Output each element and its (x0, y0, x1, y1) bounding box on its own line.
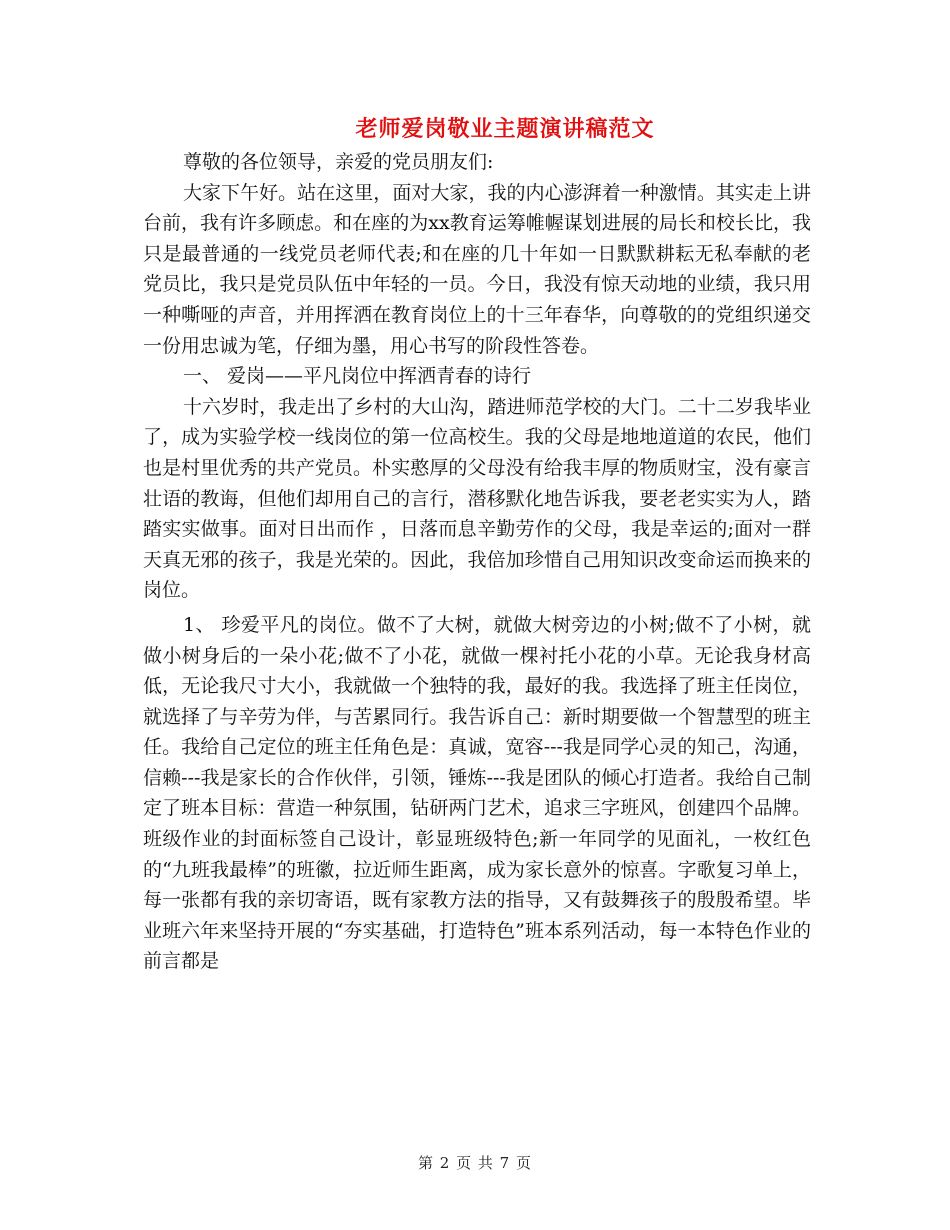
page-footer: 第 2 页 共 7 页 (418, 1154, 532, 1172)
document-title: 老师爱岗敬业主题演讲稿范文 (355, 116, 655, 142)
opening-paragraph: 大家下午好。站在这里，面对大家，我的内心澎湃着一种激情。其实走上讲台前，我有许多顾虑。和在座的为xx教育运筹帷幄谋划进展的局长和校长比，我只是最普通的一线党员老师代表;和在座的几十年如一日默默耕耘无私奉献的老党员比，我只是党员队伍中年轻的一员。今日，我没有惊天动地的业绩，我只用一种嘶哑的声音，并用挥洒在教育岗位上的十三年春华，向尊敬的的党组织递交一份用忠诚为笔，仔细为墨，用心书写的阶段性答卷。 (143, 181, 811, 357)
point-one-paragraph: 1、 珍爱平凡的岗位。做不了大树，就做大树旁边的小树;做不了小树，就做小树身后的一朵小花;做不了小花，就做一棵衬托小花的小草。无论我身材高低，无论我尺寸大小，我就做一个独特的我，最好的我。我选择了班主任岗位，就选择了与辛劳为伴，与苦累同行。我告诉自己：新时期要做一个智慧型的班主任。我给自己定位的班主任角色是：真诚，宽容---我是同学心灵的知己，沟通，信赖---我是家长的合作伙伴，引领，锤炼---我是团队的倾心打造者。我给自己制定了班本目标：营造一种氛围，钻研两门艺术，追求三字班风，创建四个品牌。班级作业的封面标签自己设计，彰显班级特色;新一年同学的见面礼，一枚红色的“九班我最棒”的班徽，拉近师生距离，成为家长意外的惊喜。字歌复习单上，每一张都有我的亲切寄语，既有家教方法的指导，又有鼓舞孩子的殷殷希望。毕业班六年来坚持开展的“夯实基础，打造特色”班本系列活动，每一本特色作业的前言都是 (143, 613, 811, 973)
document-body (143, 147, 811, 977)
salutation-paragraph: 尊敬的各位领导，亲爱的党员朋友们: (183, 151, 494, 173)
background-paragraph: 十六岁时，我走出了乡村的大山沟，踏进师范学校的大门。二十二岁我毕业了，成为实验学校一线岗位的第一位高校生。我的父母是地地道道的农民，他们也是村里优秀的共产党员。朴实憨厚的父母没有给我丰厚的物质财宝，没有豪言壮语的教诲，但他们却用自己的言行，潜移默化地告诉我，要老老实实为人，踏踏实实做事。面对日出而作 ，日落而息辛勤劳作的父母，我是幸运的;面对一群天真无邪的孩子，我是光荣的。因此，我倍加珍惜自己用知识改变命运而换来的岗位。 (143, 395, 811, 602)
section-heading: 一、 爱岗——平凡岗位中挥洒青春的诗行 (183, 365, 532, 388)
